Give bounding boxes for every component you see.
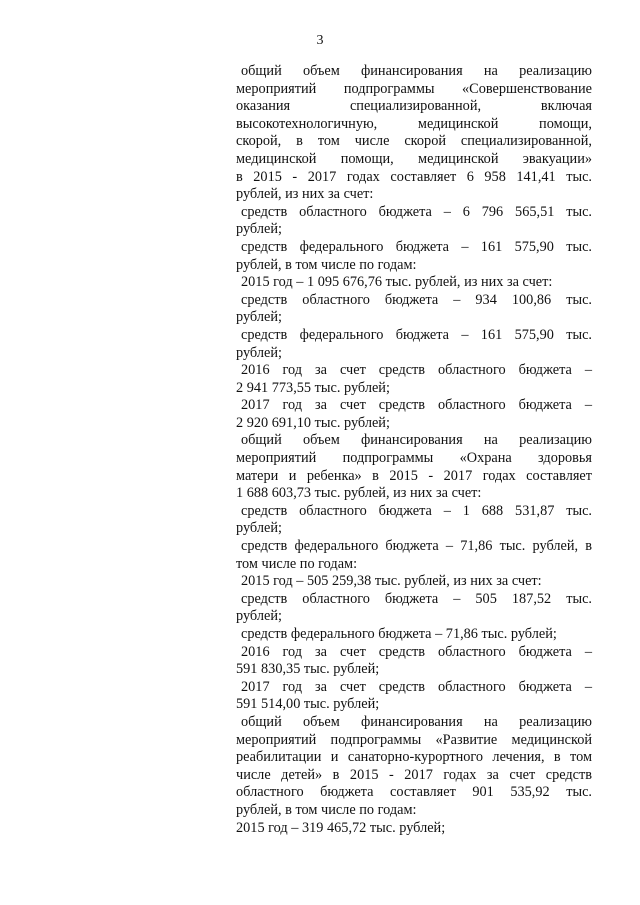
text-line: средств областного бюджета – 1 688 531,87 тыс. — [241, 502, 592, 519]
text-line: средств областного бюджета – 6 796 565,51 тыс. — [241, 203, 592, 220]
text-line: 591 514,00 тыс. рублей; — [236, 696, 380, 713]
text-line: скорой, в том числе скорой специализированной, — [236, 133, 592, 150]
text-line: рублей; — [236, 344, 282, 361]
text-line: 2017 год за счет средств областного бюджета – — [241, 678, 592, 695]
text-line: том числе по годам: — [236, 555, 358, 572]
text-line: общий объем финансирования на реализацию — [241, 432, 592, 449]
text-line: 2015 год – 319 465,72 тыс. рублей; — [236, 819, 446, 836]
text-line: средств федерального бюджета – 161 575,90 тыс. — [241, 238, 592, 255]
text-line: рублей; — [236, 608, 282, 625]
page-number: 3 — [316, 33, 324, 48]
text-line: матери и ребенка» в 2015 - 2017 годах составляет — [236, 467, 592, 484]
text-line: областного бюджета составляет 901 535,92 тыс. — [236, 784, 592, 801]
text-line: рублей; — [236, 221, 282, 238]
text-line: средств федерального бюджета – 71,86 тыс. рублей; — [241, 626, 557, 642]
text-line: 1 688 603,73 тыс. рублей, из них за счет: — [236, 485, 482, 502]
text-line: рублей; — [236, 520, 282, 537]
text-line: средств федерального бюджета – 71,86 тыс. рублей, в — [241, 538, 592, 555]
text-line: 2015 год – 1 095 676,76 тыс. рублей, из них за счет: — [241, 274, 553, 291]
text-line: 2016 год за счет средств областного бюджета – — [241, 362, 592, 379]
text-line: 2 941 773,55 тыс. рублей; — [236, 379, 390, 396]
text-line: 2016 год за счет средств областного бюджета – — [241, 643, 592, 660]
text-line: рублей, в том числе по годам: — [236, 256, 417, 273]
text-line: мероприятий подпрограммы «Совершенствование — [236, 80, 592, 97]
text-line: высокотехнологичную, медицинской помощи, — [236, 115, 592, 132]
text-line: 2017 год за счет средств областного бюджета – — [241, 397, 592, 414]
text-line: мероприятий подпрограммы «Развитие медицинской — [236, 731, 592, 748]
text-line: рублей, из них за счет: — [236, 186, 374, 203]
text-line: общий объем финансирования на реализацию — [241, 713, 592, 730]
text-line: 2015 год – 505 259,38 тыс. рублей, из них за счет: — [241, 573, 542, 590]
text-line: мероприятий подпрограммы «Охрана здоровья — [236, 450, 592, 467]
text-line: в 2015 - 2017 годах составляет 6 958 141,41 тыс. — [236, 168, 592, 185]
document-body — [236, 63, 592, 837]
text-line: средств областного бюджета – 934 100,86 тыс. — [241, 291, 592, 308]
text-line: медицинской помощи, медицинской эвакуации» — [236, 150, 592, 167]
text-line: средств федерального бюджета – 161 575,90 тыс. — [241, 326, 592, 343]
text-line: рублей, в том числе по годам: — [236, 801, 417, 818]
text-line: 591 830,35 тыс. рублей; — [236, 661, 380, 678]
text-line: 2 920 691,10 тыс. рублей; — [236, 414, 390, 431]
text-line: оказания специализированной, включая — [236, 98, 592, 115]
text-line: общий объем финансирования на реализацию — [241, 63, 592, 79]
text-line: числе детей» в 2015 - 2017 годах за счет средств — [236, 766, 592, 783]
text-line: рублей; — [236, 309, 282, 326]
text-line: средств областного бюджета – 505 187,52 тыс. — [241, 590, 592, 607]
text-line: реабилитации и санаторно-курортного лечения, в том — [236, 749, 592, 766]
